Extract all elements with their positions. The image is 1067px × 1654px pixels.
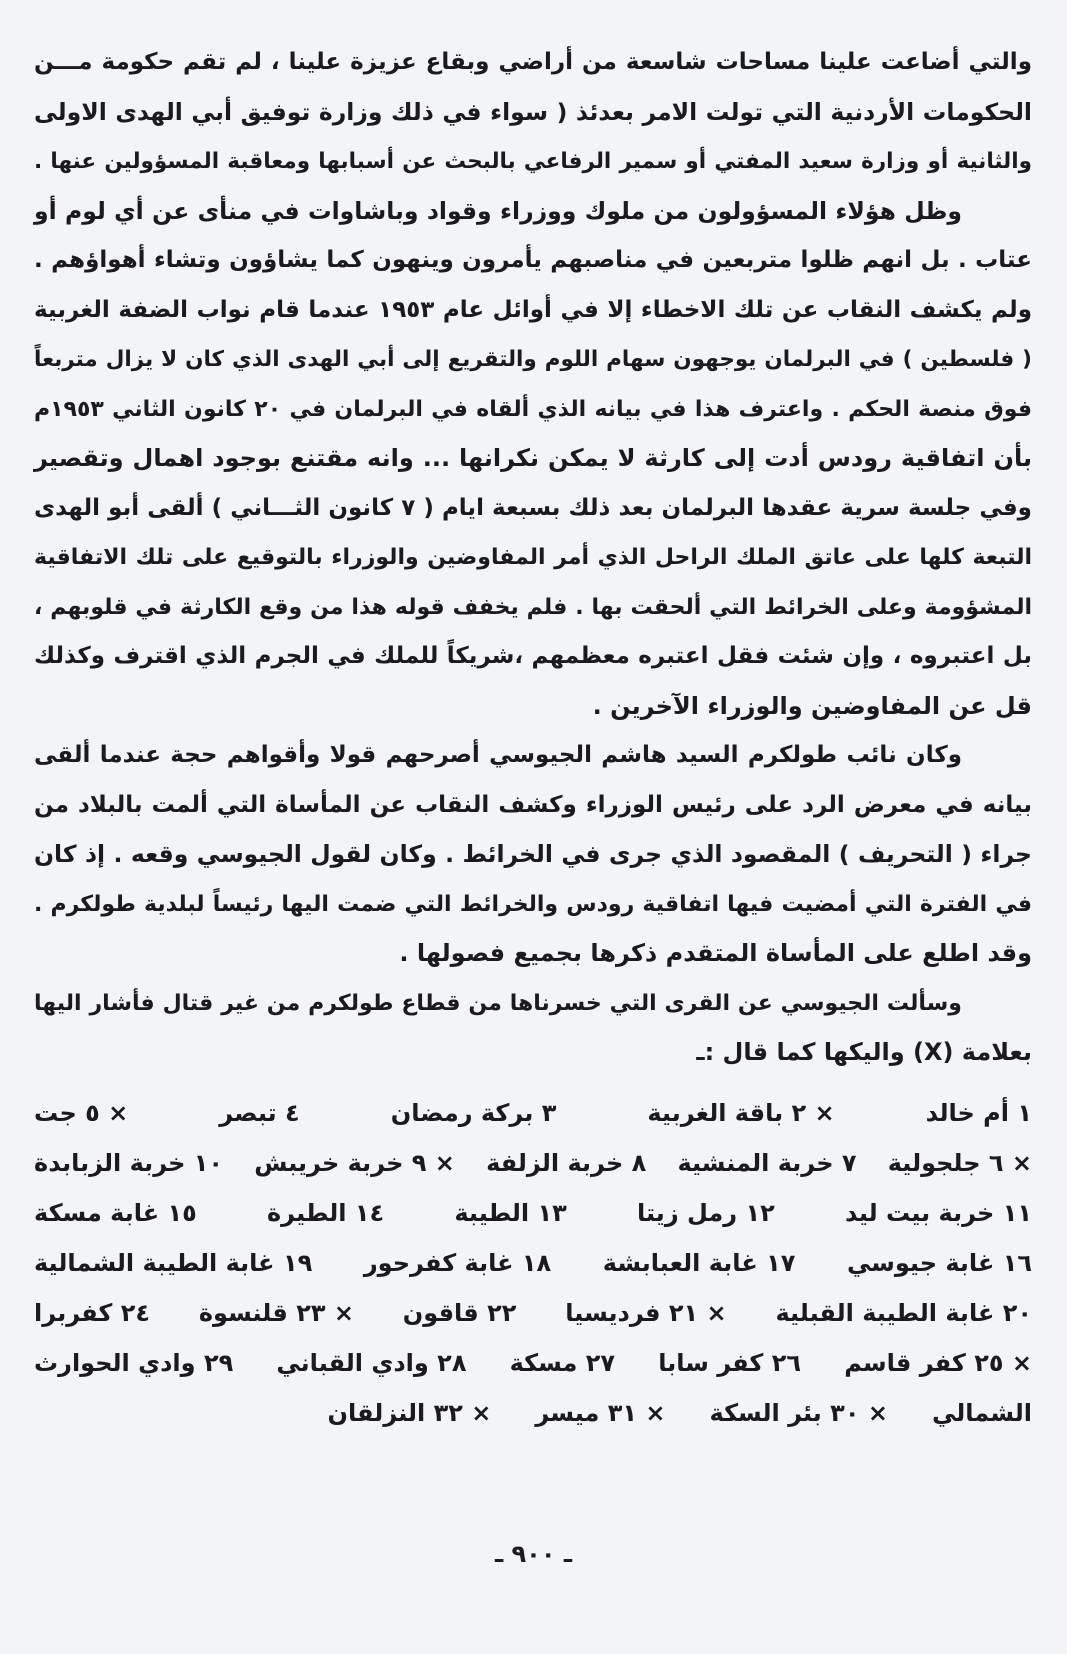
village-item: ١ أم خالد [925, 1098, 1032, 1127]
text-line: وفي جلسة سرية عقدها البرلمان بعد ذلك بسبعة ايام ( ٧ كانون الثـــاني ) ألقى أبو الهدى [34, 494, 1032, 521]
village-row [34, 1188, 1032, 1238]
village-row [34, 1138, 1032, 1188]
village-item: ١٠ خربة الزبابدة [34, 1148, 224, 1177]
village-item: × ٢٣ قلنسوة [198, 1298, 354, 1327]
text-line: وقد اطلع على المأساة المتقدم ذكرها بجميع فصولها . [399, 939, 1032, 967]
text-line: قل عن المفاوضين والوزراء الآخرين . [592, 691, 1032, 720]
village-item: ٢٧ مسكة [509, 1348, 616, 1377]
text-line: بل اعتبروه ، وإن شئت فقل اعتبره معظمهم ،شريكاً للملك في الجرم الذي اقترف وكذلك [34, 643, 1032, 669]
village-item: × ٣٠ بئر السكة [709, 1398, 888, 1427]
village-item: × ٥ جت [34, 1098, 129, 1127]
village-item: ٧ خربة المنشية [677, 1148, 857, 1177]
village-item: ٢٤ كفربرا [34, 1298, 151, 1327]
text-line: والتي أضاعت علينا مساحات شاسعة من أراضي وبقاع عزيزة علينا ، لم تقم حكومة مـــن [34, 49, 1032, 75]
village-item: ٤ تبصر [219, 1098, 300, 1127]
village-item: ٢٢ قاقون [402, 1298, 517, 1327]
text-line: بأن اتفاقية رودس أدت إلى كارثة لا يمكن نكرانها ... وانه مقتنع بوجود اهمال وتقصير [34, 444, 1032, 472]
village-row [34, 1338, 1032, 1388]
village-item: × ٦ جلجولية [887, 1148, 1032, 1177]
village-row [34, 1088, 1032, 1138]
village-item: × ٩ خربة خريبش [254, 1148, 455, 1177]
village-item: ١٤ الطيرة [267, 1198, 385, 1227]
village-item: ٢٩ وادي الحوارث [34, 1348, 234, 1377]
village-item: ١٢ رمل زيتا [637, 1198, 775, 1227]
text-line: المشؤومة وعلى الخرائط التي ألحقت بها . فلم يخفف قوله هذا من وقع الكارثة في قلوبهم ، [34, 594, 1032, 620]
village-item: ٢٨ وادي القباني [276, 1348, 467, 1377]
text-line: عتاب . بل انهم ظلوا متربعين في مناصبهم يأمرون وينهون كما يشاؤون وتشاء أهواؤهم . [34, 247, 1032, 273]
text-line: التبعة كلها على عاتق الملك الراحل الذي أمر المفاوضين والوزراء بالتوقيع على تلك الاتفاقية [34, 545, 1032, 570]
text-line: وظل هؤلاء المسؤولون من ملوك ووزراء وقواد وباشاوات في منأى عن أي لوم أو [34, 196, 962, 225]
village-row [34, 1238, 1032, 1288]
village-item: × ٢١ فرديسيا [565, 1298, 727, 1327]
village-item: ١٥ غابة مسكة [34, 1198, 197, 1227]
village-item: ٢٠ غابة الطيبة القبلية [775, 1298, 1032, 1327]
village-row [34, 1388, 1032, 1438]
village-item: × ٢٥ كفر قاسم [844, 1348, 1032, 1377]
text-line: الحكومات الأردنية التي تولت الامر بعدئذ ( سواء في ذلك وزارة توفيق أبي الهدى الاولى [34, 97, 1032, 126]
village-item: × ٣١ ميسر [535, 1398, 666, 1427]
text-line: وسألت الجيوسي عن القرى التي خسرناها من قطاع طولكرم من غير قتال فأشار اليها [34, 990, 962, 1016]
village-item: ٣ بركة رمضان [390, 1098, 557, 1127]
text-line: ولم يكشف النقاب عن تلك الاخطاء إلا في أوائل عام ١٩٥٣ عندما قام نواب الضفة الغربية [34, 296, 1032, 323]
village-item: ١١ خربة بيت ليد [844, 1198, 1032, 1227]
text-line: في الفترة التي أمضيت فيها اتفاقية رودس والخرائط التي ضمت اليها رئيساً لبلدية طولكرم . [34, 891, 1032, 917]
text-line: وكان نائب طولكرم السيد هاشم الجيوسي أصرحهم قولا وأقواهم حجة عندما ألقى [34, 742, 962, 768]
village-row [34, 1288, 1032, 1338]
page-body [34, 38, 1032, 1438]
village-item: ١٣ الطيبة [454, 1198, 567, 1227]
village-item: ١٦ غابة جيوسي [846, 1248, 1032, 1277]
body-text [34, 38, 1032, 1078]
text-line: بعلامة (X) واليكها كما قال :ـ [696, 1038, 1032, 1066]
village-item: الشمالي [931, 1398, 1032, 1427]
text-line: بيانه في معرض الرد على رئيس الوزراء وكشف النقاب عن المأساة التي ألمت بالبلاد من [34, 791, 1032, 818]
village-item: ١٩ غابة الطيبة الشمالية [34, 1248, 313, 1277]
village-item: ١٧ غابة العبابشة [602, 1248, 796, 1277]
text-line: ( فلسطين ) في البرلمان يوجهون سهام اللوم والتقريع إلى أبي الهدى الذي كان لا يزال متربعاً [34, 347, 1032, 372]
village-item: × ٢ باقة الغربية [647, 1098, 835, 1127]
text-line: جراء ( التحريف ) المقصود الذي جرى في الخرائط . وكان لقول الجيوسي وقعه . إذ كان [34, 840, 1032, 868]
village-item: ١٨ غابة كفرحور [363, 1248, 552, 1277]
village-item: × ٣٢ النزلقان [327, 1398, 492, 1427]
page-number: ـ ٩٠٠ ـ [494, 1540, 573, 1568]
text-line: والثانية أو وزارة سعيد المفتي أو سمير الرفاعي بالبحث عن أسبابها ومعاقبة المسؤولين عنها . [34, 149, 1032, 174]
village-item: ٨ خربة الزلفة [486, 1148, 647, 1177]
text-line: فوق منصة الحكم . واعترف هذا في بيانه الذي ألقاه في البرلمان في ٢٠ كانون الثاني ١٩٥٣م [34, 396, 1032, 422]
village-item: ٢٦ كفر سابا [658, 1348, 802, 1377]
village-list [34, 1088, 1032, 1438]
